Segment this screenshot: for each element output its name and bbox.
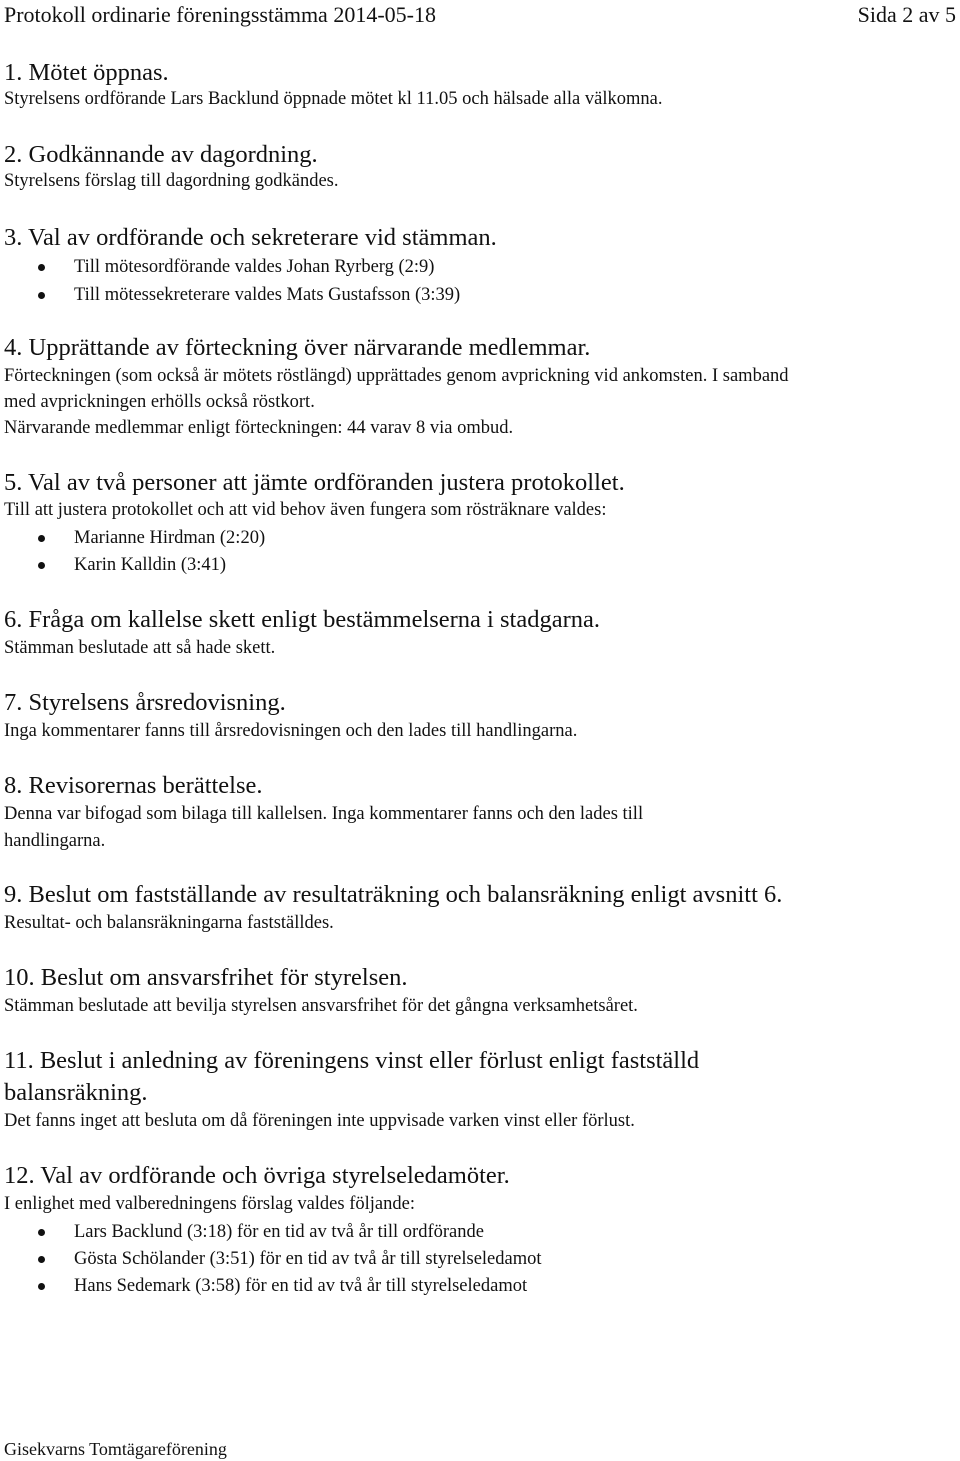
- section-text: Denna var bifogad som bilaga till kallelsen. Inga kommentarer fanns och den lades till: [4, 804, 644, 824]
- section-heading-8: 8. Revisorernas berättelse.: [4, 772, 263, 799]
- section-text: handlingarna.: [4, 831, 106, 851]
- section-heading-4: 4. Upprättande av förteckning över närvarande medlemmar.: [4, 334, 591, 361]
- section-heading-11-cont: balansräkning.: [4, 1079, 148, 1106]
- list-item: Till mötesordförande valdes Johan Ryrberg (2:9): [74, 257, 435, 277]
- section-heading-3: 3. Val av ordförande och sekreterare vid stämman.: [4, 224, 497, 251]
- section-text: Resultat- och balansräkningarna fastställdes.: [4, 913, 334, 933]
- section-text: med avprickningen erhölls också röstkort.: [4, 392, 315, 412]
- section-text: Det fanns inget att besluta om då föreningen inte uppvisade varken vinst eller förlust.: [4, 1111, 635, 1131]
- section-text: Stämman beslutade att så hade skett.: [4, 638, 276, 658]
- section-text: Närvarande medlemmar enligt förteckningen: 44 varav 8 via ombud.: [4, 418, 514, 438]
- bullet-icon: [38, 264, 45, 271]
- section-heading-2: 2. Godkännande av dagordning.: [4, 141, 318, 168]
- list-item: Marianne Hirdman (2:20): [74, 528, 266, 548]
- section-text: Inga kommentarer fanns till årsredovisningen och den lades till handlingarna.: [4, 721, 578, 741]
- section-heading-6: 6. Fråga om kallelse skett enligt bestämmelserna i stadgarna.: [4, 606, 600, 633]
- bullet-icon: [38, 1256, 45, 1263]
- section-text: Till att justera protokollet och att vid behov även fungera som rösträknare valdes:: [4, 500, 607, 520]
- page-number: Sida 2 av 5: [857, 2, 956, 27]
- list-item: Lars Backlund (3:18) för en tid av två år till ordförande: [74, 1222, 484, 1242]
- section-heading-11: 11. Beslut i anledning av föreningens vinst eller förlust enligt fastställd: [4, 1047, 700, 1074]
- bullet-icon: [38, 1229, 45, 1236]
- section-text: I enlighet med valberedningens förslag valdes följande:: [4, 1194, 415, 1214]
- list-item: Till mötessekreterare valdes Mats Gustafsson (3:39): [74, 285, 461, 305]
- section-heading-10: 10. Beslut om ansvarsfrihet för styrelsen.: [4, 964, 408, 991]
- section-heading-12: 12. Val av ordförande och övriga styrelseledamöter.: [4, 1162, 510, 1189]
- bullet-icon: [38, 292, 45, 299]
- page-footer: Gisekvarns Tomtägareförening: [4, 1439, 227, 1459]
- section-text: Styrelsens förslag till dagordning godkändes.: [4, 171, 339, 191]
- list-item: Gösta Schölander (3:51) för en tid av två år till styrelseledamot: [74, 1249, 542, 1269]
- document-title: Protokoll ordinarie föreningsstämma 2014-05-18: [4, 2, 436, 27]
- section-text: Styrelsens ordförande Lars Backlund öppnade mötet kl 11.05 och hälsade alla välkomna.: [4, 89, 663, 109]
- section-heading-5: 5. Val av två personer att jämte ordföranden justera protokollet.: [4, 469, 625, 496]
- section-heading-7: 7. Styrelsens årsredovisning.: [4, 689, 286, 716]
- list-item: Hans Sedemark (3:58) för en tid av två år till styrelseledamot: [74, 1276, 528, 1296]
- section-heading-1: 1. Mötet öppnas.: [4, 59, 169, 86]
- section-text: Förteckningen (som också är mötets röstlängd) upprättades genom avprickning vid ankomsten. I samband: [4, 366, 789, 386]
- bullet-icon: [38, 1283, 45, 1290]
- bullet-icon: [38, 562, 45, 569]
- section-heading-9: 9. Beslut om fastställande av resultaträkning och balansräkning enligt avsnitt 6.: [4, 881, 783, 908]
- page-header: [4, 0, 956, 30]
- bullet-icon: [38, 535, 45, 542]
- section-text: Stämman beslutade att bevilja styrelsen ansvarsfrihet för det gångna verksamhetsåret.: [4, 996, 638, 1016]
- list-item: Karin Kalldin (3:41): [74, 555, 227, 575]
